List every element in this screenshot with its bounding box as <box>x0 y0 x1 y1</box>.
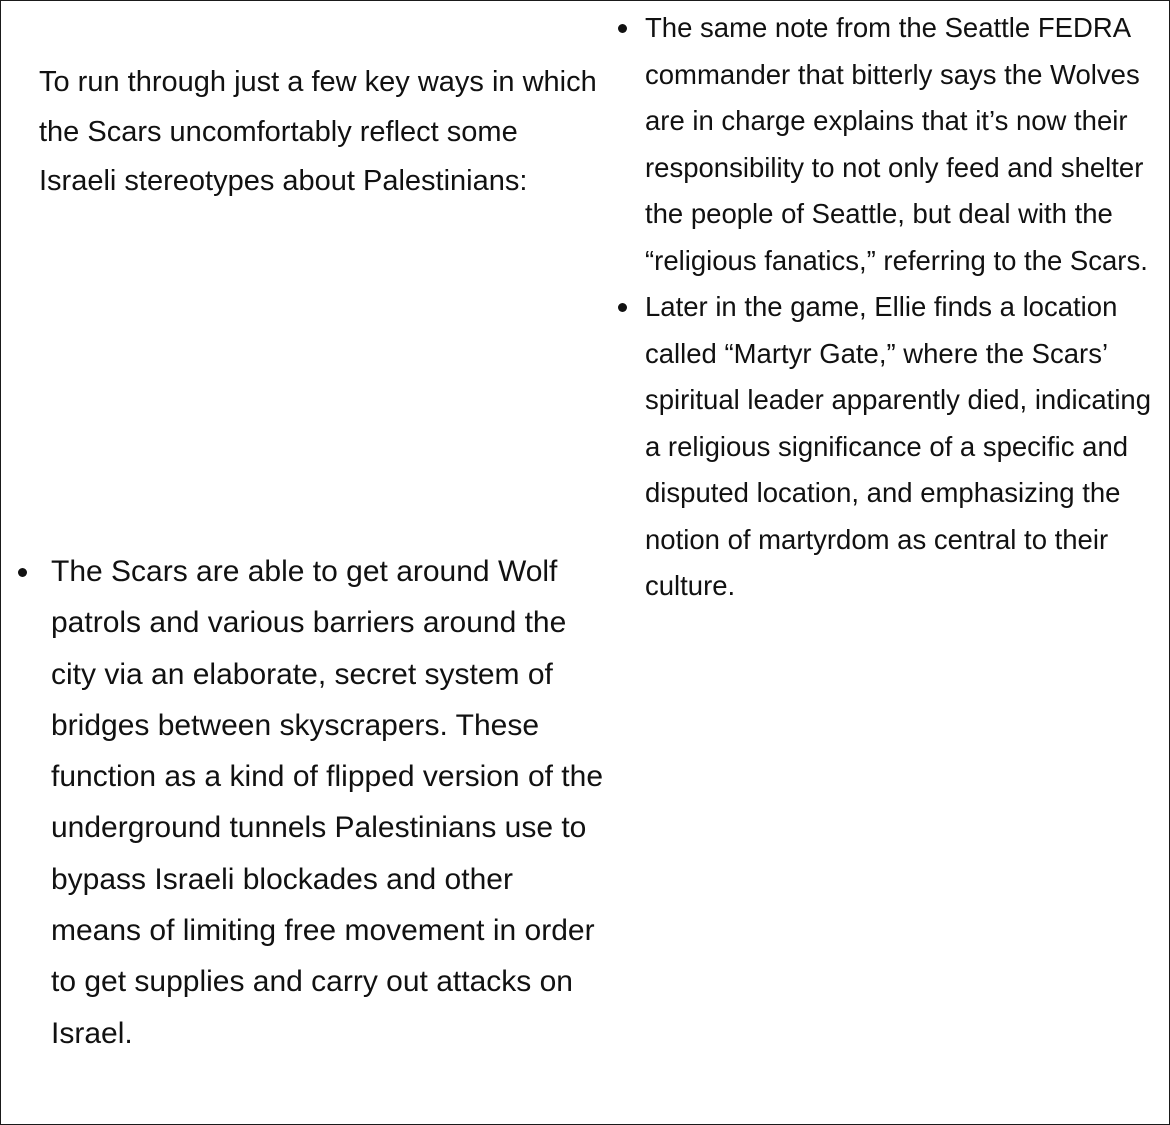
list-item <box>51 546 611 1059</box>
bullet-icon <box>18 568 27 577</box>
list-item <box>645 5 1155 284</box>
list-item <box>645 284 1155 610</box>
intro-paragraph: To run through just a few key ways in which the Scars uncomfortably reflect some Israeli stereotypes about Palestinians: <box>39 66 597 197</box>
bullet-icon <box>618 24 627 33</box>
right-bullet-list <box>645 5 1155 610</box>
list-item-text: Later in the game, Ellie finds a location called “Martyr Gate,” where the Scars’ spiritual leader apparently died, indicating a religious significance of a specific and disputed location, and emphasizing the notion of martyrdom as central to their culture. <box>645 291 1152 601</box>
left-bullet-list <box>51 546 611 1059</box>
list-item-text: The Scars are able to get around Wolf patrols and various barriers around the city via an elaborate, secret system of bridges between skyscrapers. These function as a kind of flipped version of the underground tunnels Palestinians use to bypass Israeli blockades and other means of limiting free movement in order to get supplies and carry out attacks on Israel. <box>51 555 604 1050</box>
list-item-text: The same note from the Seattle FEDRA commander that bitterly says the Wolves are in charge explains that it’s now their responsibility to not only feed and shelter the people of Seattle, but deal with the “religious fanatics,” referring to the Scars. <box>645 12 1148 276</box>
bullet-icon <box>618 303 627 312</box>
